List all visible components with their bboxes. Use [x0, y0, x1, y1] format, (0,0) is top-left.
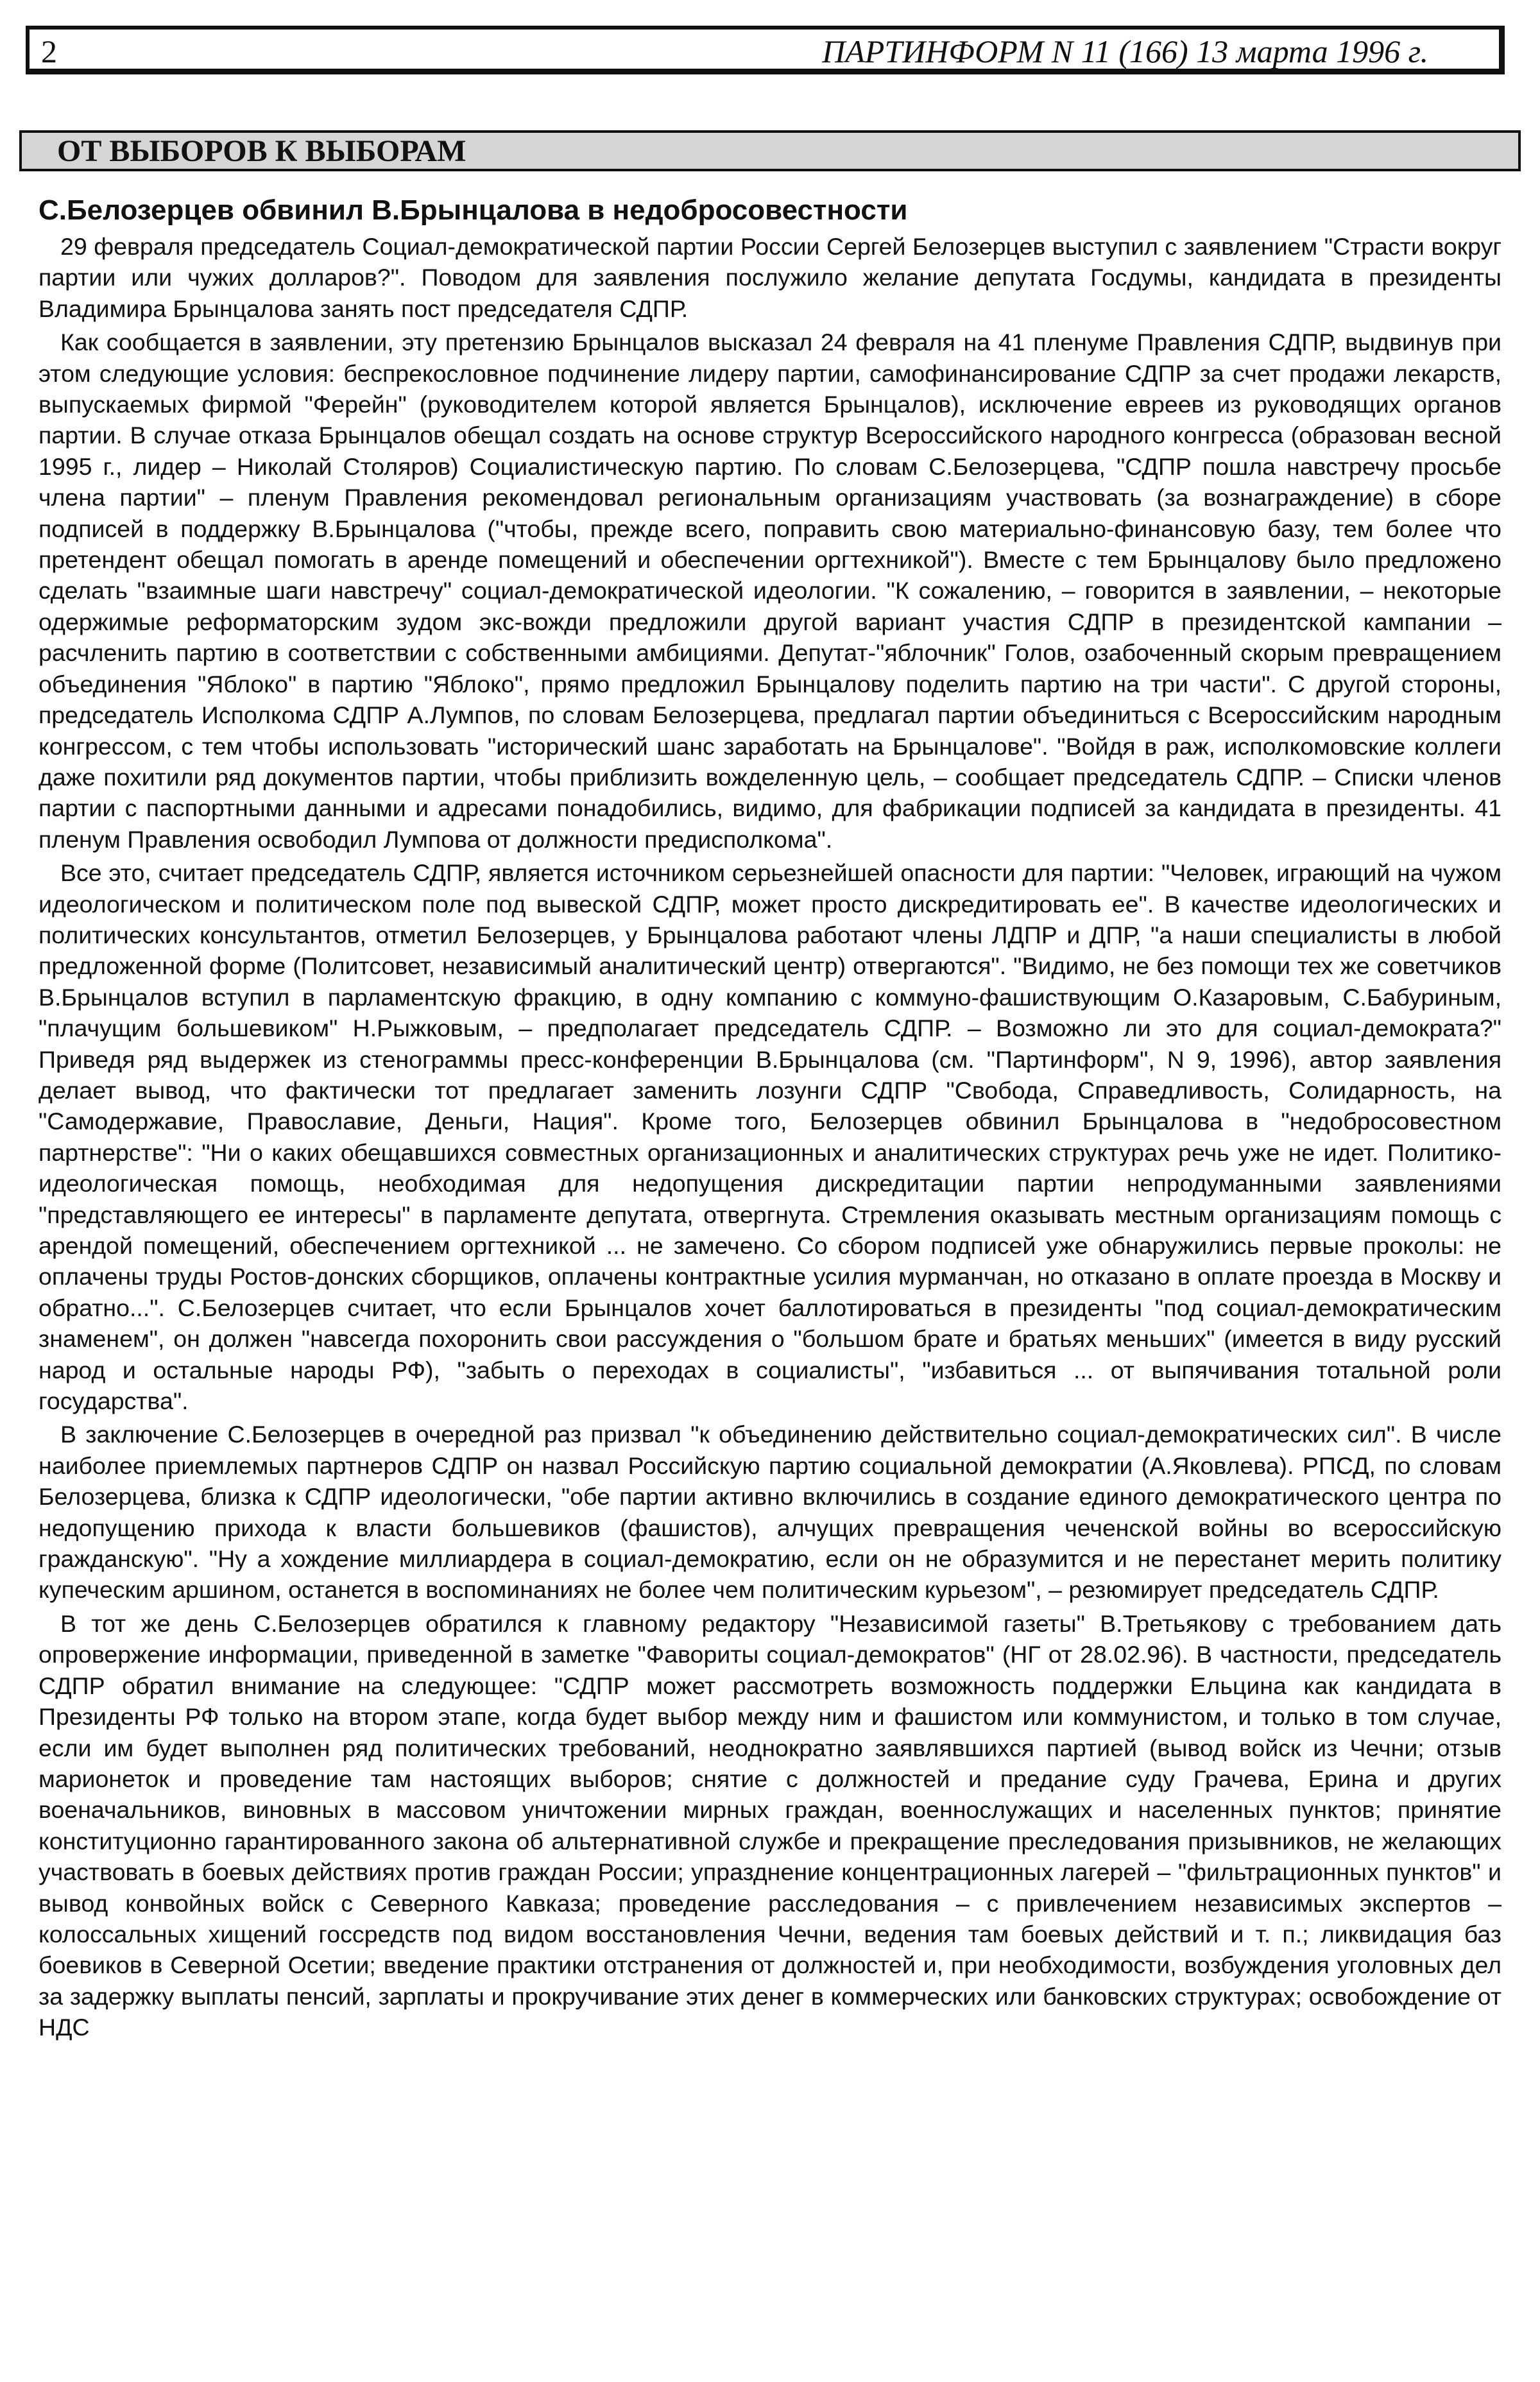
page-header: [26, 26, 1505, 74]
article-paragraph: В заключение С.Белозерцев в очередной раз призвал "к объединению действительно социал-демократических сил". В числе наиболее приемлемых партнеров СДПР он назвал Российскую партию социальной демократии (А.Яковлева). РПСД, по словам Белозерцева, близка к СДПР идеологически, "обе партии активно включились в создание единого демократического центра по недопущению прихода к власти большевиков (фашистов), алчущих превращения чеченской войны во всероссийскую гражданскую". "Ну а хождение миллиардера в социал-демократию, если он не образумится и не перестанет мерить политику купеческим аршином, останется в воспоминаниях не более чем политическим курьезом", – резюмирует председатель СДПР.: [38, 1421, 1502, 1604]
article: [38, 193, 1502, 2043]
article-paragraph: Все это, считает председатель СДПР, является источником серьезнейшей опасности для партии: "Человек, играющий на чужом идеологическом и политическом поле под вывеской СДПР, может просто дискредитировать ее". В качестве идеологических и политических консультантов, отметил Белозерцев, у Брынцалова работают члены ЛДПР и ДПР, "а наши специалисты в любой предложенной форме (Политсовет, независимый аналитический центр) отвергаются". "Видимо, не без помощи тех же советчиков В.Брынцалов вступил в парламентскую фракцию, в одну компанию с коммуно-фашиствующим О.Казаровым, С.Бабуриным, "плачущим большевиком" Н.Рыжковым, – предполагает председатель СДПР. – Возможно ли это для социал-демократа?" Приведя ряд выдержек из стенограммы пресс-конференции В.Брынцалова (см. "Партинформ", N 9, 1996), автор заявления делает вывод, что фактически тот предлагает заменить лозунги СДПР "Свобода, Справедливость, Солидарность, на "Самодержавие, Православие, Деньги, Нация". Кроме того, Белозерцев обвинил Брынцалова в "недобросовестном партнерстве": "Ни о каких обещавшихся совместных организационных и аналитических структурах речь уже не идет. Политико-идеологическая помощь, необходимая для недопущения дискредитации партии непродуманными заявлениями "представляющего ее интересы" в парламенте депутата, отвергнута. Стремления оказывать местным организациям помощь с арендой помещений, обеспечением оргтехникой ... не замечено. Со сбором подписей уже обнаружились первые проколы: не оплачены труды Ростов-донских сборщиков, оплачены контрактные усилия мурманчан, но отказано в оплате проезда в Москву и обратно...". С.Белозерцев считает, что если Брынцалов хочет баллотироваться в президенты "под социал-демократическим знаменем", он должен "навсегда похоронить свои рассуждения о "большом брате и братьях меньших" (имеется в виду русский народ и остальные народы РФ), "забыть о переходах в социалисты", "избавиться ... от выпячивания тотальной роли государства".: [38, 859, 1502, 1415]
article-headline: С.Белозерцев обвинил В.Брынцалова в недобросовестности: [38, 194, 908, 226]
article-paragraph: Как сообщается в заявлении, эту претензию Брынцалов высказал 24 февраля на 41 пленуме Правления СДПР, выдвинув при этом следующие условия: беспрекословное подчинение лидеру партии, самофинансирование СДПР за счет продажи лекарств, выпускаемых фирмой "Ферейн" (руководителем которой является Брынцалов), исключение евреев из руководящих органов партии. В случае отказа Брынцалов обещал создать на основе структур Всероссийского народного конгресса (образован весной 1995 г., лидер – Николай Столяров) Социалистическую партию. По словам С.Белозерцева, "СДПР пошла навстречу просьбе члена партии" – пленум Правления рекомендовал региональным организациям участвовать (за вознаграждение) в сборе подписей в поддержку В.Брынцалова ("чтобы, прежде всего, поправить свою материально-финансовую базу, тем более что претендент обещал помогать в аренде помещений и обеспечении оргтехникой"). Вместе с тем Брынцалову было предложено сделать "взаимные шаги навстречу" социал-демократической идеологии. "К сожалению, – говорится в заявлении, – некоторые одержимые реформаторским зудом экс-вожди предложили другой вариант участия СДПР в президентской кампании – расчленить партию в соответствии с собственными амбициями. Депутат-"яблочник" Голов, озабоченный скорым превращением объединения "Яблоко" в партию "Яблоко", прямо предложил Брынцалову поделить партию на три части". С другой стороны, председатель Исполкома СДПР А.Лумпов, по словам Белозерцева, предлагал партии объединиться с Всероссийским народным конгрессом, с тем чтобы использовать "исторический шанс заработать на Брынцалове". "Войдя в раж, исполкомовские коллеги даже похитили ряд документов партии, чтобы приблизить вожделенную цель, – сообщает председатель СДПР. – Списки членов партии с паспортными данными и адресами понадобились, видимо, для фабрикации подписей за кандидата в президенты. 41 пленум Правления освободил Лумпова от должности предисполкома".: [38, 329, 1502, 853]
section-title: ОТ ВЫБОРОВ К ВЫБОРАМ: [57, 134, 466, 168]
article-paragraph: 29 февраля председатель Социал-демократической партии России Сергей Белозерцев выступил с заявлением "Страсти вокруг партии или чужих долларов?". Поводом для заявления послужило желание депутата Госдумы, кандидата в президенты Владимира Брынцалова занять пост председателя СДПР.: [38, 233, 1502, 322]
page-number: 2: [41, 33, 57, 69]
article-paragraph: В тот же день С.Белозерцев обратился к главному редактору "Независимой газеты" В.Третьякову с требованием дать опровержение информации, приведенной в заметке "Фавориты социал-демократов" (НГ от 28.02.96). В частности, председатель СДПР обратил внимание на следующее: "СДПР может рассмотреть возможность поддержки Ельцина как кандидата в Президенты РФ только на втором этапе, когда будет выбор между ним и фашистом или коммунистом, и только в том случае, если им будет выполнен ряд политических требований, неоднократно заявлявшихся партией (вывод войск из Чечни; отзыв марионеток и проведение там настоящих выборов; снятие с должностей и предание суду Грачева, Ерина и других военачальников, виновных в массовом уничтожении мирных граждан, военнослужащих и населенных пунктов; принятие конституционно гарантированного закона об альтернативной службе и прекращение преследования призывников, не желающих участвовать в боевых действиях против граждан России; упразднение концентрационных лагерей – "фильтрационных пунктов" и вывод конвойных войск с Северного Кавказа; проведение расследования – с привлечением независимых экспертов – колоссальных хищений госсредств под видом восстановления Чечни, ведения там боевых действий и т. п.; ликвидация баз боевиков в Северной Осетии; введение практики отстранения от должностей и, при необходимости, возбуждения уголовных дел за задержку выплаты пенсий, зарплаты и прокручивание этих денег в коммерческих или банковских структурах; освобождение от НДС: [38, 1609, 1502, 2041]
section-bar: [19, 130, 1521, 171]
running-title: ПАРТИНФОРМ N 11 (166) 13 марта 1996 г.: [822, 33, 1428, 69]
